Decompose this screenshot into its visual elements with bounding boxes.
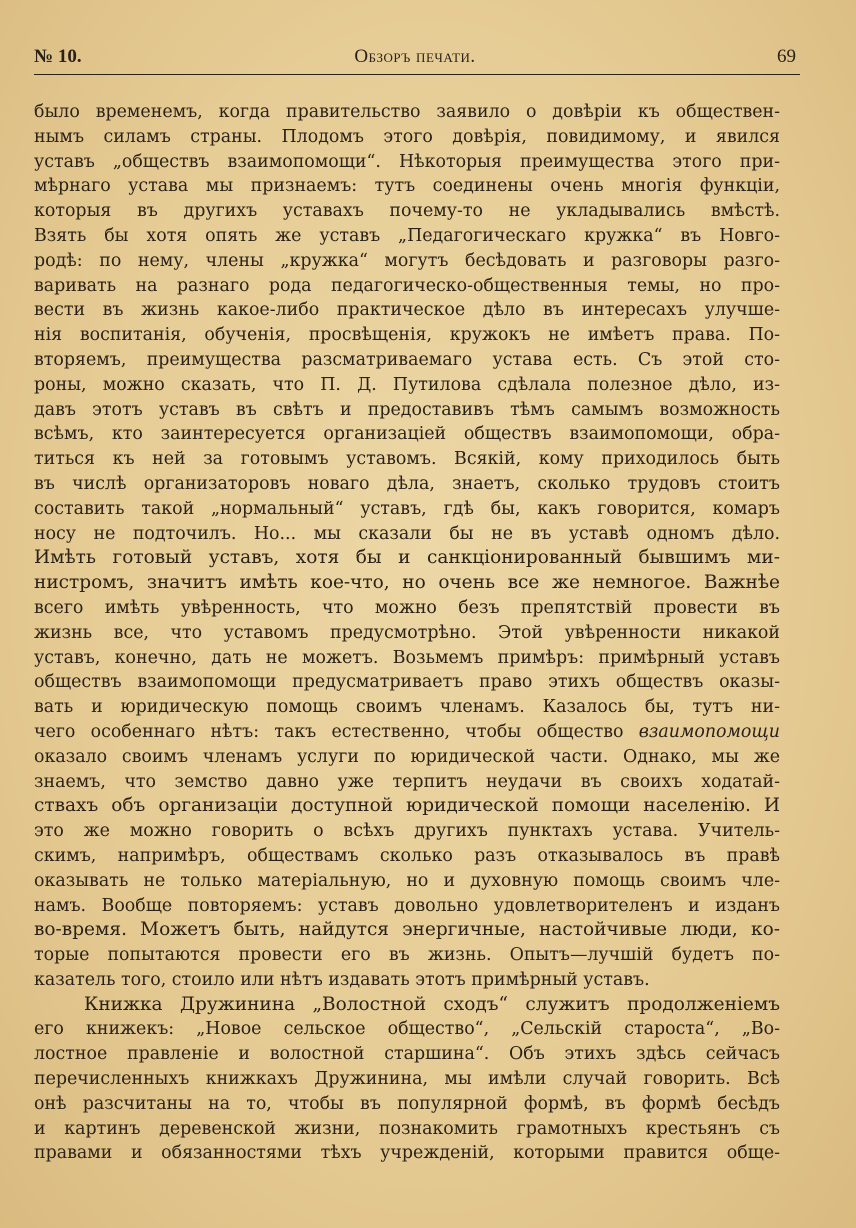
text-segment: чего особеннаго нѣтъ: такъ естественно, чтобы общество: [34, 721, 624, 742]
page-header: [34, 46, 796, 72]
text-line: знаемъ, что земство давно уже терпитъ неудачи въ своихъ ходатай-: [34, 771, 780, 792]
text-line: давъ этотъ уставъ въ свѣтъ и предоставивъ тѣмъ самымъ возможность: [34, 399, 780, 420]
text-line: это же можно говорить о всѣхъ другихъ пунктахъ устава. Учитель-: [34, 821, 780, 842]
body-text: [34, 100, 780, 1166]
text-line: варивать на разнаго рода педагогическо-общественныя темы, но про-: [34, 275, 780, 296]
text-line: Имѣть готовый уставъ, хотя бы и санкціонированный бывшимъ ми-: [34, 547, 780, 569]
text-line: во-время. Можетъ быть, найдутся энергичные, настойчивые люди, ко-: [34, 919, 780, 941]
text-line: Книжка Дружинина „Волостной сходъ“ служитъ продолженіемъ: [84, 993, 780, 1015]
italic-word: взаимопомощи: [638, 721, 780, 742]
text-line: носу не подточилъ. Но... мы сказали бы не въ уставѣ одномъ дѣло.: [34, 523, 780, 544]
text-line: оказывать не только матеріальную, но и духовную помощь своимъ чле-: [34, 870, 780, 891]
text-line: Взять бы хотя опять же уставъ „Педагогическаго кружка“ въ Новго-: [34, 225, 780, 246]
text-line: составить такой „нормальный“ уставъ, гдѣ бы, какъ говорится, комаръ: [34, 498, 780, 519]
text-line: вать и юридическую помощь своимъ членамъ. Казалось бы, тутъ ни-: [34, 697, 780, 718]
text-line: казатель того, стоило или нѣтъ издавать этотъ примѣрный уставъ.: [34, 969, 650, 990]
header-rule: [34, 74, 800, 75]
text-line: нія воспитанія, обученія, просвѣщенія, кружокъ не имѣетъ права. По-: [34, 325, 780, 346]
text-line: нымъ силамъ страны. Плодомъ этого довѣрія, повидимому, и явился: [34, 126, 780, 147]
text-line: вести въ жизнь какое-либо практическое дѣло въ интересахъ улучше-: [34, 300, 780, 321]
text-line: перечисленныхъ книжкахъ Дружинина, мы имѣли случай говорить. Всѣ: [34, 1069, 780, 1090]
text-line: скимъ, напримѣръ, обществамъ сколько разъ отказывалось въ правѣ: [34, 845, 780, 866]
text-line: было временемъ, когда правительство заявило о довѣріи къ обществен-: [34, 102, 780, 122]
issue-number: № 10.: [34, 46, 82, 67]
text-line: ствахъ объ организаціи доступной юридической помощи населенію. И: [34, 795, 780, 817]
text-line: титься къ ней за готовымъ уставомъ. Всякій, кому приходилось быть: [34, 449, 780, 470]
running-title: Обзоръ печати.: [354, 46, 476, 67]
text-line: вторяемъ, преимущества разсматриваемаго устава есть. Съ этой сто-: [34, 349, 780, 370]
text-line: намъ. Вообще повторяемъ: уставъ довольно удовлетворителенъ и изданъ: [34, 895, 780, 916]
text-line: всего имѣть увѣренность, что можно безъ препятствій провести въ: [34, 597, 780, 618]
text-line: лостное правленіе и волостной старшина“. Объ этихъ здѣсь сейчасъ: [34, 1044, 780, 1065]
text-line: онѣ разсчитаны на то, чтобы въ популярной формѣ, въ формѣ бесѣдъ: [34, 1093, 780, 1114]
text-line: нистромъ, значитъ имѣть кое-что, но очень все же немногое. Важнѣе: [34, 572, 780, 594]
text-line: родѣ: по нему, члены „кружка“ могутъ бесѣдовать и разговоры разго-: [34, 250, 780, 271]
text-line: которыя въ другихъ уставахъ почему-то не укладывались вмѣстѣ.: [34, 201, 780, 222]
page-number: 69: [777, 46, 796, 67]
text-line: роны, можно сказать, что П. Д. Путилова сдѣлала полезное дѣло, из-: [34, 374, 780, 395]
text-line: уставъ, конечно, дать не можетъ. Возьмемъ примѣръ: примѣрный уставъ: [34, 647, 780, 668]
text-line: правами и обязанностями тѣхъ учрежденій, которыми правится обще-: [34, 1143, 780, 1164]
text-line: жизнь все, что уставомъ предусмотрѣно. Этой увѣренности никакой: [34, 622, 780, 643]
text-line: и картинъ деревенской жизни, познакомить грамотныхъ крестьянъ съ: [34, 1118, 780, 1139]
text-line-with-italic: [34, 720, 780, 745]
text-line: оказало своимъ членамъ услуги по юридической части. Однако, мы же: [34, 746, 780, 767]
text-line: обществъ взаимопомощи предусматриваетъ право этихъ обществъ оказы-: [34, 672, 780, 693]
text-line: торые попытаются провести его въ жизнь. Опытъ—лучшій будетъ по-: [34, 945, 780, 966]
text-line: въ числѣ организаторовъ новаго дѣла, знаетъ, сколько трудовъ стоитъ: [34, 473, 780, 494]
text-line: всѣмъ, кто заинтересуется организаціей обществъ взаимопомощи, обра-: [34, 424, 780, 445]
text-line: уставъ „обществъ взаимопомощи“. Нѣкоторыя преимущества этого при-: [34, 151, 780, 172]
text-line: его книжекъ: „Новое сельское общество“, „Сельскій староста“, „Во-: [34, 1019, 780, 1040]
text-line: мѣрнаго устава мы признаемъ: тутъ соединены очень многія функціи,: [34, 176, 780, 197]
